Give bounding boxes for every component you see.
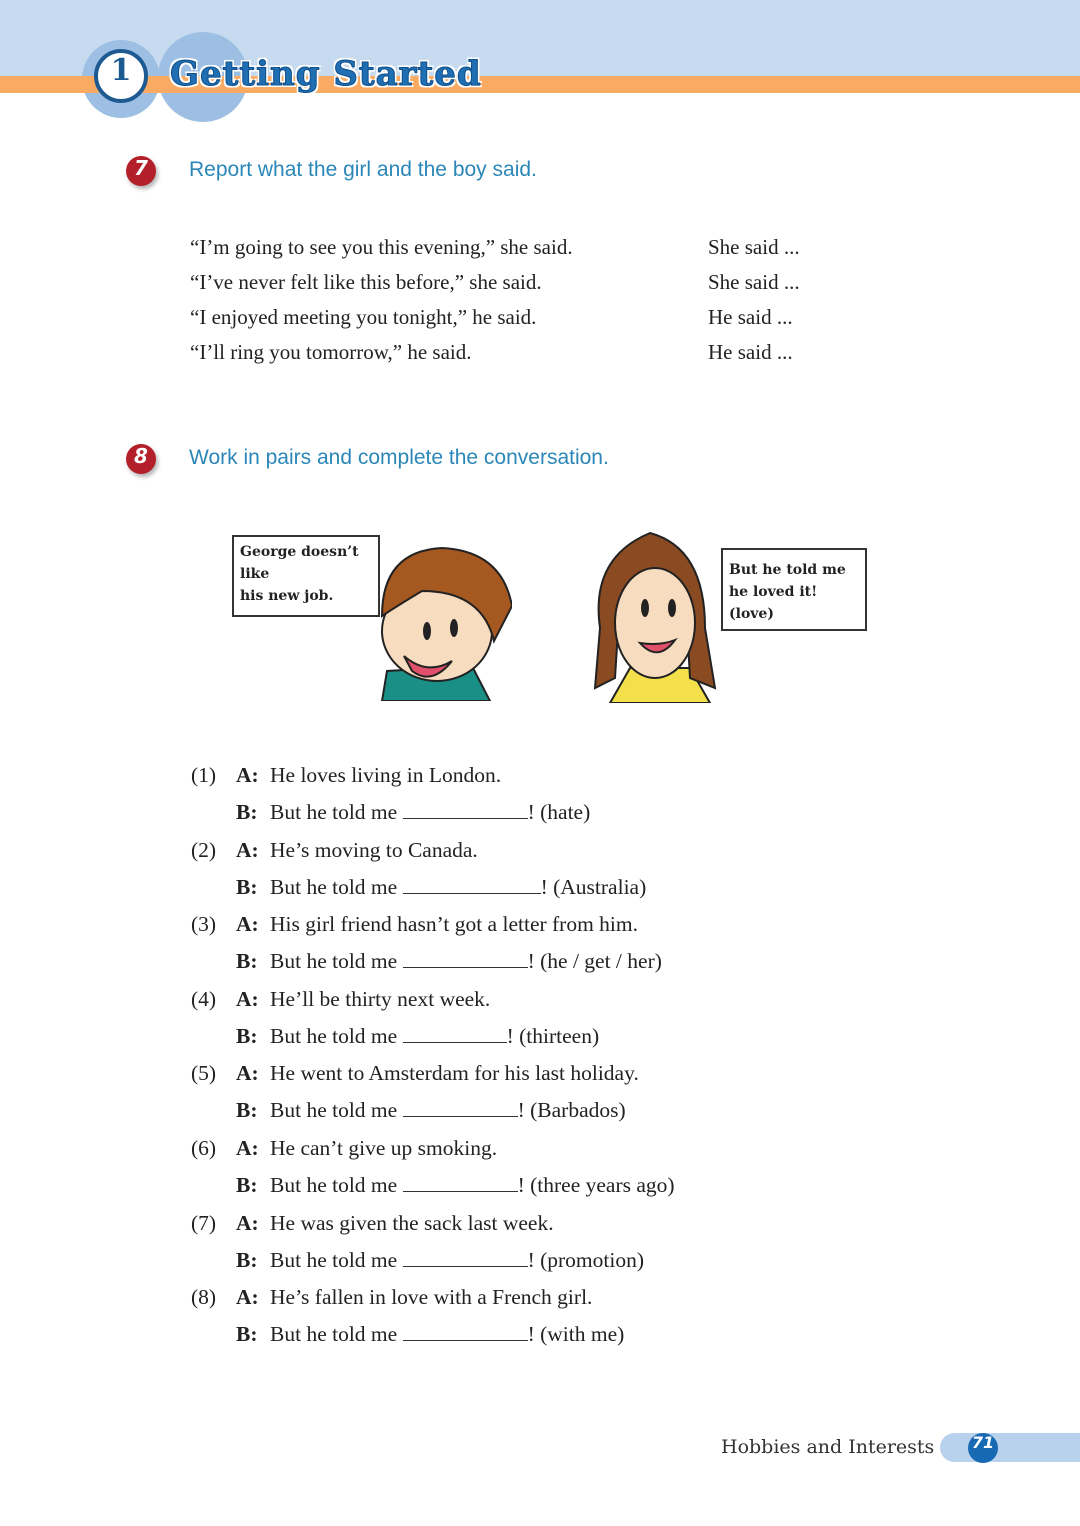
speaker-b-line — [270, 949, 662, 974]
speaker-b-label: B: — [236, 1247, 258, 1272]
speaker-a-label: A: — [236, 1210, 259, 1235]
hint: ! (with me) — [527, 1322, 625, 1347]
item-number: (2) — [191, 837, 217, 862]
girl-speech-bubble — [721, 548, 867, 631]
b-prefix: But he told me — [270, 800, 398, 824]
exercise-7-badge: 7 — [126, 156, 156, 186]
speaker-a-label: A: — [236, 763, 259, 787]
hint: ! (thirteen) — [506, 1023, 600, 1048]
hint: ! (three years ago) — [517, 1173, 675, 1197]
item-number: (1) — [191, 763, 217, 787]
speaker-a-label: A: — [236, 1136, 259, 1160]
bubble-text: George doesn’t like — [240, 544, 359, 582]
speaker-b-line — [270, 1024, 599, 1049]
speaker-a-label: A: — [236, 1061, 259, 1086]
speaker-a-line: He can’t give up smoking. — [270, 1136, 498, 1160]
hint: ! (he / get / her) — [527, 949, 662, 974]
hint: ! (hate) — [527, 800, 591, 824]
quote-line: “I enjoyed meeting you tonight,” he said. — [190, 305, 537, 329]
speaker-a-label: A: — [236, 1285, 259, 1310]
speaker-b-line — [270, 1248, 644, 1273]
b-prefix: But he told me — [270, 949, 398, 974]
footer-unit-title: Hobbies and Interests — [721, 1436, 935, 1458]
speaker-b-label: B: — [236, 1023, 258, 1048]
report-prompt: He said ... — [708, 340, 793, 364]
boy-speech-bubble — [232, 535, 380, 617]
speaker-b-line — [270, 875, 646, 900]
quote-line: “I’m going to see you this evening,” she said. — [190, 235, 573, 259]
speaker-a-label: A: — [236, 837, 259, 862]
speaker-b-label: B: — [236, 800, 258, 824]
answer-blank[interactable] — [403, 802, 528, 819]
item-number: (4) — [191, 986, 217, 1011]
bubble-text: But he told me — [729, 562, 846, 578]
speaker-a-line: He was given the sack last week. — [270, 1210, 554, 1235]
report-prompt: He said ... — [708, 305, 793, 329]
answer-blank[interactable] — [403, 877, 541, 894]
speaker-b-label: B: — [236, 949, 258, 974]
item-number: (6) — [191, 1136, 217, 1160]
speaker-a-label: A: — [236, 912, 259, 937]
speaker-a-line: He’s fallen in love with a French girl. — [270, 1285, 593, 1310]
speaker-b-label: B: — [236, 1173, 258, 1197]
item-number: (7) — [191, 1210, 217, 1235]
answer-blank[interactable] — [403, 1175, 518, 1192]
speaker-b-label: B: — [236, 1098, 258, 1123]
item-number: (5) — [191, 1061, 217, 1086]
answer-blank[interactable] — [403, 1100, 518, 1117]
answer-blank[interactable] — [403, 1026, 507, 1043]
answer-blank[interactable] — [403, 951, 528, 968]
b-prefix: But he told me — [270, 1322, 398, 1347]
hint: ! (promotion) — [527, 1247, 645, 1272]
b-prefix: But he told me — [270, 874, 398, 899]
speaker-a-line: He’s moving to Canada. — [270, 837, 478, 862]
answer-blank[interactable] — [403, 1250, 528, 1267]
header-stripe — [0, 76, 1080, 93]
page-title: Getting Started — [170, 54, 482, 94]
report-prompt: She said ... — [708, 235, 800, 259]
unit-number-badge: 1 — [94, 49, 148, 103]
item-number: (3) — [191, 912, 217, 937]
speaker-a-line: He went to Amsterdam for his last holiday. — [270, 1061, 639, 1086]
report-prompt: She said ... — [708, 270, 800, 294]
hint: ! (Barbados) — [517, 1098, 626, 1123]
exercise-8-instruction: Work in pairs and complete the conversation. — [189, 446, 609, 469]
b-prefix: But he told me — [270, 1173, 398, 1197]
speaker-b-label: B: — [236, 874, 258, 899]
bubble-text: his new job. — [240, 588, 334, 604]
item-number: (8) — [191, 1285, 217, 1310]
speaker-b-label: B: — [236, 1322, 258, 1347]
quote-line: “I’ll ring you tomorrow,” he said. — [190, 340, 472, 364]
speaker-b-line — [270, 1098, 626, 1123]
speaker-a-line: He loves living in London. — [270, 763, 502, 787]
speaker-a-label: A: — [236, 986, 259, 1011]
b-prefix: But he told me — [270, 1098, 398, 1123]
bubble-text: he loved it!(love) — [729, 584, 818, 622]
exercise-8-badge: 8 — [126, 444, 156, 474]
speaker-b-line — [270, 1322, 624, 1347]
exercise-7-instruction: Report what the girl and the boy said. — [189, 158, 537, 181]
page-number: 71 — [968, 1433, 998, 1463]
speaker-a-line: He’ll be thirty next week. — [270, 986, 491, 1011]
answer-blank[interactable] — [403, 1324, 528, 1341]
footer-pill — [940, 1433, 1080, 1462]
girl-illustration — [590, 528, 730, 703]
b-prefix: But he told me — [270, 1247, 398, 1272]
speaker-b-line — [270, 800, 590, 825]
quote-line: “I’ve never felt like this before,” she said. — [190, 270, 542, 294]
hint: ! (Australia) — [540, 874, 647, 899]
speaker-a-line: His girl friend hasn’t got a letter from him. — [270, 912, 639, 937]
b-prefix: But he told me — [270, 1023, 398, 1048]
speaker-b-line — [270, 1173, 675, 1198]
